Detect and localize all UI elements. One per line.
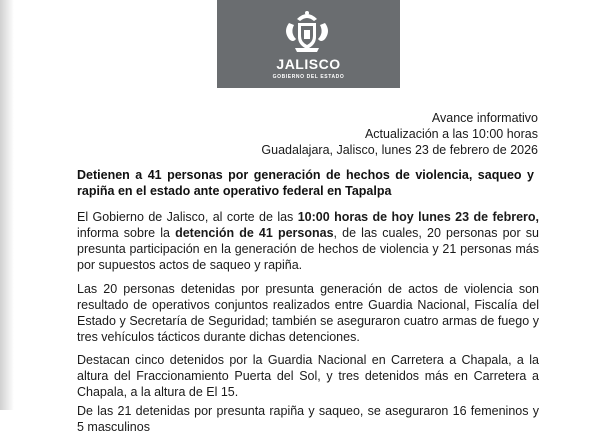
update-time: Actualización a las 10:00 horas [364,127,538,141]
paragraph-1-text-e: , de las cuales, 20 personas por su presunta participación en la generación de hechos de violencia y 21 personas más por supuestos actos de saqueo y rapiña. [77,226,539,272]
location-date: Guadalajara, Jalisco, lunes 23 de febrero de 2026 [261,143,538,157]
logo-subtitle: GOBIERNO DEL ESTADO [272,74,345,80]
logo-title: JALISCO [276,56,341,72]
paragraph-1 [77,209,539,273]
paragraph-1-bold-count: detención de 41 personas [175,226,334,240]
paragraph-1-bold-time: 10:00 horas de hoy lunes 23 de febrero, [297,210,540,224]
paragraph-3: Destacan cinco detenidos por la Guardia Nacional en Carretera a Chapala, a la altura del Fraccionamiento Puerta del Sol, y tres detenidos más en Carretera a Chapala, a la altura de El 15. [77,353,539,399]
jalisco-seal-icon [281,9,333,53]
page-edge-shadow [0,0,14,410]
paragraph-1-text-a: El Gobierno de Jalisco, al corte de las [77,210,298,224]
headline: Detienen a 41 personas por generación de hechos de violencia, saqueo y rapiña en el estado ante operativo federal en Tapalpa [77,168,534,198]
paragraph-2: Las 20 personas detenidas por presunta generación de actos de violencia son resultado de operativos conjuntos realizados entre Guardia Nacional, Fiscalía del Estado y Secretaría de Seguridad; también se aseguraron cuatro armas de fuego y tres vehículos tácticos durante dichas detenciones. [77,282,539,344]
paragraph-4: De las 21 detenidas por presunta rapiña y saqueo, se aseguraron 16 femeninos y 5 masculinos [77,404,539,434]
paragraph-1-text-c: informa sobre la [77,226,176,240]
report-type: Avance informativo [431,111,538,125]
